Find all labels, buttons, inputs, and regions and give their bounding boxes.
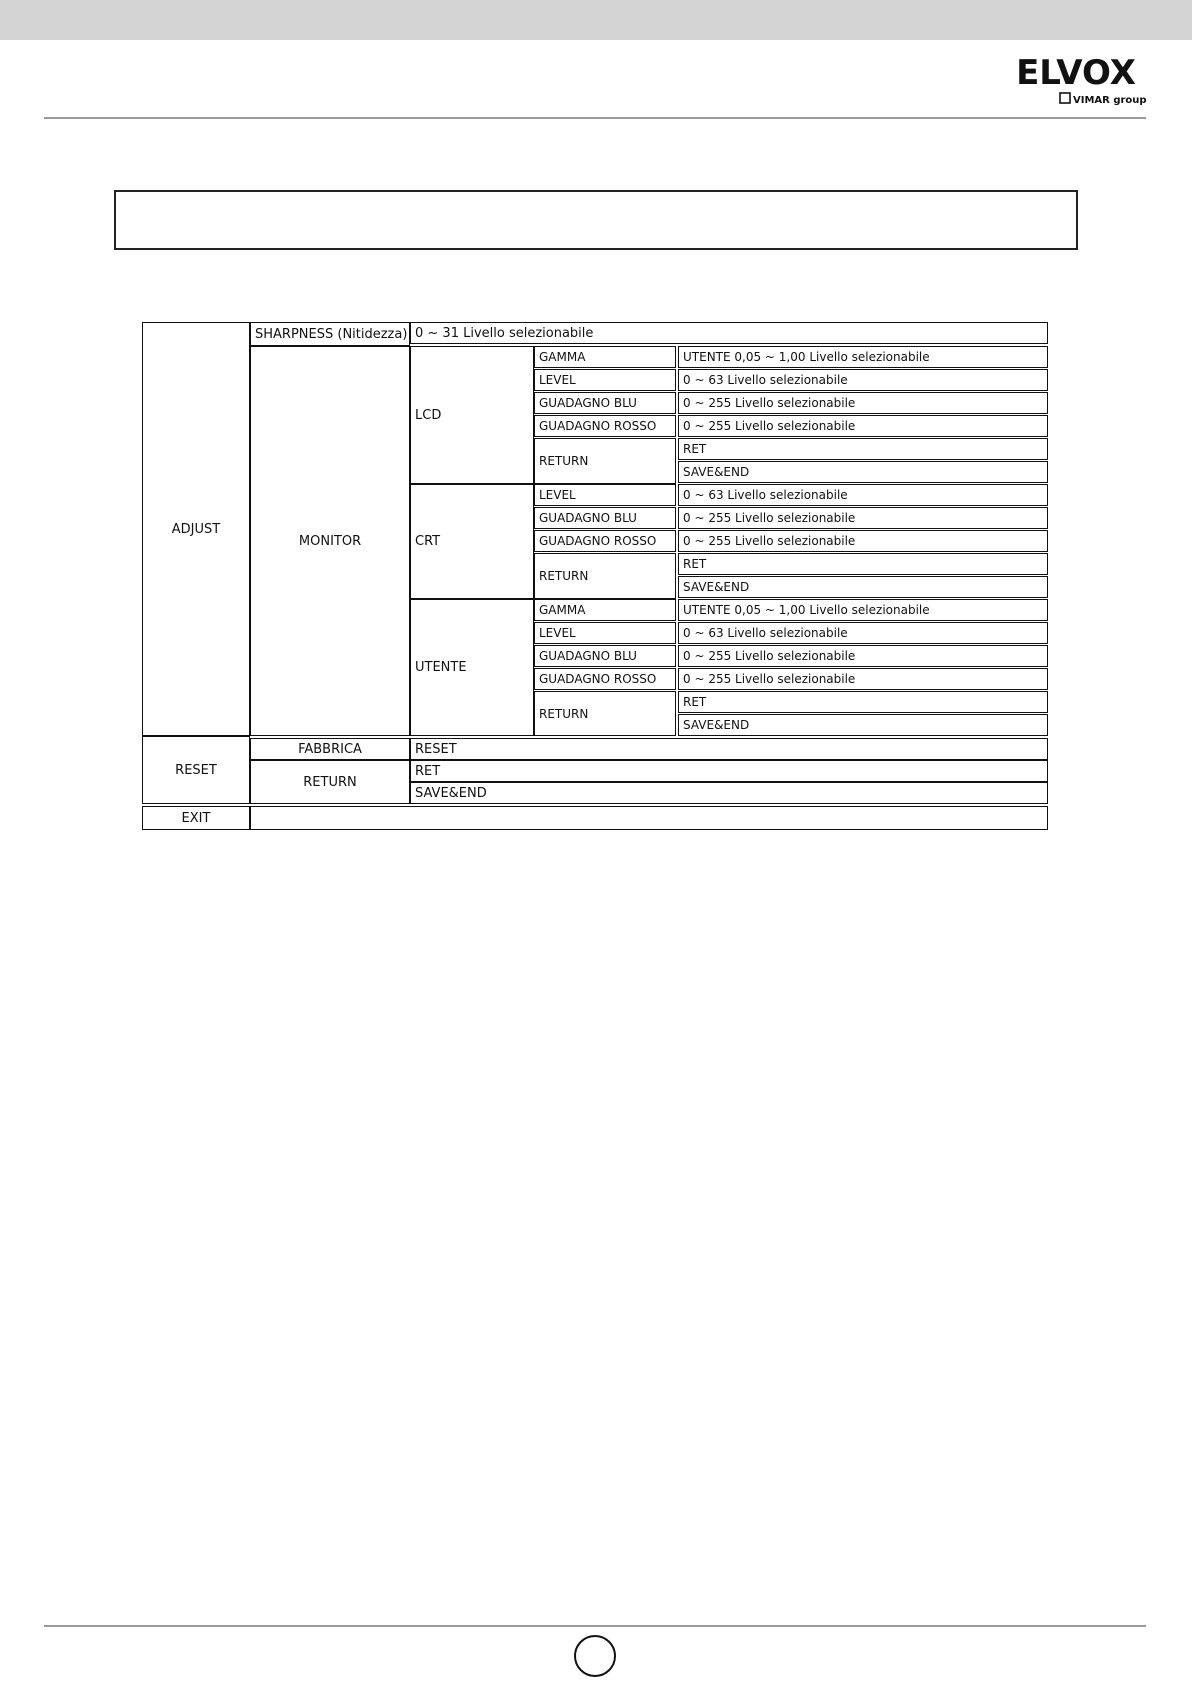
crt-blu-range: 0 ~ 255 Livello selezionabile xyxy=(678,507,1048,529)
osd-menu-tree xyxy=(142,322,1048,832)
reset-save-end: SAVE&END xyxy=(410,782,1048,804)
crt-rosso-range: 0 ~ 255 Livello selezionabile xyxy=(678,530,1048,552)
lcd-rosso-range: 0 ~ 255 Livello selezionabile xyxy=(678,415,1048,437)
svg-text:ELVOX: ELVOX xyxy=(1016,53,1136,93)
utente-ret: RET xyxy=(678,691,1048,713)
sharpness-range: 0 ~ 31 Livello selezionabile xyxy=(410,322,1048,344)
crt-return: RETURN xyxy=(534,553,676,599)
menu-reset-return: RETURN xyxy=(250,760,410,804)
fabbrica-reset: RESET xyxy=(410,738,1048,760)
utente-level-range: 0 ~ 63 Livello selezionabile xyxy=(678,622,1048,644)
lcd-return: RETURN xyxy=(534,438,676,484)
monitor-utente: UTENTE xyxy=(410,599,534,736)
utente-guadagno-blu: GUADAGNO BLU xyxy=(534,645,676,667)
lcd-guadagno-blu: GUADAGNO BLU xyxy=(534,392,676,414)
lcd-gamma-range: UTENTE 0,05 ~ 1,00 Livello selezionabile xyxy=(678,346,1048,368)
crt-guadagno-blu: GUADAGNO BLU xyxy=(534,507,676,529)
menu-reset: RESET xyxy=(142,736,250,804)
utente-gamma: GAMMA xyxy=(534,599,676,621)
crt-level: LEVEL xyxy=(534,484,676,506)
utente-blu-range: 0 ~ 255 Livello selezionabile xyxy=(678,645,1048,667)
header-bar xyxy=(0,0,1192,40)
utente-return: RETURN xyxy=(534,691,676,736)
lcd-ret: RET xyxy=(678,438,1048,460)
lcd-level-range: 0 ~ 63 Livello selezionabile xyxy=(678,369,1048,391)
menu-sharpness: SHARPNESS (Nitidezza) xyxy=(250,322,410,346)
section-title-box xyxy=(114,190,1078,250)
reset-ret: RET xyxy=(410,760,1048,782)
lcd-guadagno-rosso: GUADAGNO ROSSO xyxy=(534,415,676,437)
lcd-save-end: SAVE&END xyxy=(678,461,1048,483)
menu-exit-value xyxy=(250,806,1048,830)
crt-guadagno-rosso: GUADAGNO ROSSO xyxy=(534,530,676,552)
menu-monitor: MONITOR xyxy=(250,346,410,736)
page-number xyxy=(574,1635,616,1677)
utente-rosso-range: 0 ~ 255 Livello selezionabile xyxy=(678,668,1048,690)
elvox-logo xyxy=(1005,50,1147,112)
crt-level-range: 0 ~ 63 Livello selezionabile xyxy=(678,484,1048,506)
utente-gamma-range: UTENTE 0,05 ~ 1,00 Livello selezionabile xyxy=(678,599,1048,621)
monitor-lcd: LCD xyxy=(410,346,534,484)
lcd-blu-range: 0 ~ 255 Livello selezionabile xyxy=(678,392,1048,414)
crt-ret: RET xyxy=(678,553,1048,575)
header-divider xyxy=(44,117,1146,119)
utente-level: LEVEL xyxy=(534,622,676,644)
utente-save-end: SAVE&END xyxy=(678,714,1048,736)
lcd-level: LEVEL xyxy=(534,369,676,391)
menu-fabbrica: FABBRICA xyxy=(250,738,410,760)
crt-save-end: SAVE&END xyxy=(678,576,1048,598)
menu-adjust: ADJUST xyxy=(142,322,250,736)
lcd-gamma: GAMMA xyxy=(534,346,676,368)
utente-guadagno-rosso: GUADAGNO ROSSO xyxy=(534,668,676,690)
footer-divider xyxy=(44,1625,1146,1627)
menu-exit: EXIT xyxy=(142,806,250,830)
monitor-crt: CRT xyxy=(410,484,534,599)
svg-text:VIMAR group: VIMAR group xyxy=(1073,95,1147,106)
